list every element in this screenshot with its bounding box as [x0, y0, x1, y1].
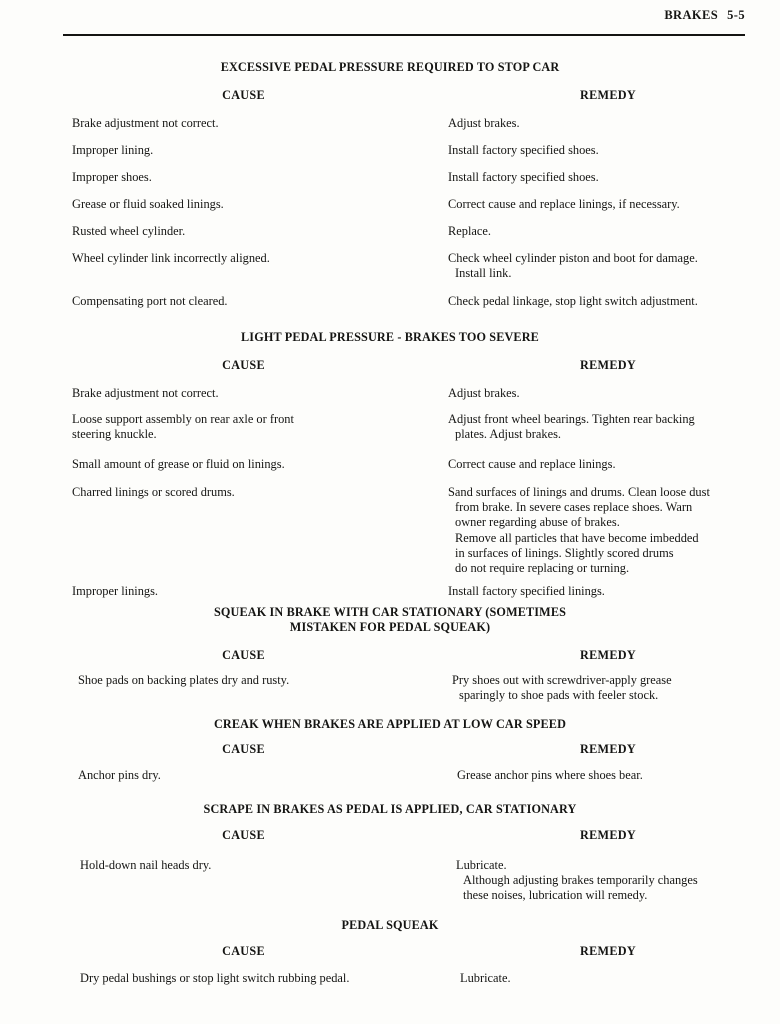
remedy-line: Check wheel cylinder piston and boot for damage.: [448, 251, 698, 265]
column-header-cause: CAUSE: [222, 88, 265, 102]
cause-cell: [78, 768, 448, 783]
section-title-line: LIGHT PEDAL PRESSURE - BRAKES TOO SEVERE: [241, 330, 539, 344]
page-folio: 5-5: [727, 8, 745, 22]
cause-cell: [72, 412, 442, 442]
section-title-line: PEDAL SQUEAK: [341, 918, 439, 932]
remedy-cell: [448, 294, 778, 309]
cause-cell: [72, 197, 442, 212]
remedy-line: Pry shoes out with screwdriver-apply grease: [452, 673, 672, 687]
column-header-remedy: REMEDY: [580, 944, 636, 958]
cause-cell: [78, 673, 448, 688]
column-header-cause: CAUSE: [222, 358, 265, 372]
cause-cell: [72, 170, 442, 185]
section-title: [0, 60, 780, 75]
cause-line: Dry pedal bushings or stop light switch rubbing pedal.: [80, 971, 350, 985]
cause-line: Wheel cylinder link incorrectly aligned.: [72, 251, 270, 265]
cause-line: steering knuckle.: [72, 427, 157, 442]
remedy-cell: [448, 412, 778, 442]
remedy-line: Replace.: [448, 224, 491, 238]
section-title-line: MISTAKEN FOR PEDAL SQUEAK): [289, 619, 491, 634]
remedy-cell: [452, 673, 780, 703]
remedy-line: Check pedal linkage, stop light switch adjustment.: [448, 294, 698, 308]
cause-cell: [80, 858, 450, 873]
remedy-line: Correct cause and replace linings, if necessary.: [448, 197, 680, 211]
running-head: [664, 8, 745, 23]
column-header-remedy: REMEDY: [580, 742, 636, 756]
section-title: [0, 330, 780, 345]
section-title: [0, 802, 780, 817]
remedy-cell: [448, 251, 778, 281]
remedy-line: plates. Adjust brakes.: [455, 427, 561, 442]
remedy-cell: [448, 116, 778, 131]
remedy-line: Sand surfaces of linings and drums. Clean loose dust: [448, 485, 710, 499]
remedy-cell: [448, 457, 778, 472]
remedy-cell: [448, 485, 778, 576]
cause-cell: [72, 116, 442, 131]
remedy-cell: [448, 386, 778, 401]
cause-line: Hold-down nail heads dry.: [80, 858, 212, 872]
remedy-line: do not require replacing or turning.: [455, 561, 630, 576]
cause-line: Brake adjustment not correct.: [72, 386, 219, 400]
remedy-line: Install link.: [455, 266, 512, 281]
remedy-cell: [448, 143, 778, 158]
cause-cell: [72, 457, 442, 472]
column-header-remedy: REMEDY: [580, 88, 636, 102]
cause-cell: [72, 584, 442, 599]
cause-cell: [72, 251, 442, 266]
remedy-line: in surfaces of linings. Slightly scored drums: [455, 545, 674, 560]
remedy-line: Correct cause and replace linings.: [448, 457, 616, 471]
remedy-line: from brake. In severe cases replace shoes. Warn: [455, 500, 693, 515]
section-title-line: CREAK WHEN BRAKES ARE APPLIED AT LOW CAR SPEED: [213, 717, 567, 731]
remedy-line: Install factory specified linings.: [448, 584, 605, 598]
remedy-line: Lubricate.: [456, 858, 507, 872]
running-head-title: BRAKES: [664, 8, 719, 22]
column-header-cause: CAUSE: [222, 742, 265, 756]
cause-line: Charred linings or scored drums.: [72, 485, 235, 499]
remedy-line: Grease anchor pins where shoes bear.: [457, 768, 643, 782]
cause-line: Improper linings.: [72, 584, 159, 598]
cause-cell: [72, 485, 442, 500]
remedy-line: Install factory specified shoes.: [448, 143, 599, 157]
remedy-line: Lubricate.: [460, 971, 511, 985]
remedy-cell: [457, 768, 780, 783]
column-header-cause: CAUSE: [222, 648, 265, 662]
cause-line: Improper lining.: [72, 143, 154, 157]
remedy-line: sparingly to shoe pads with feeler stock.: [459, 688, 659, 703]
remedy-cell: [460, 971, 780, 986]
cause-line: Rusted wheel cylinder.: [72, 224, 186, 238]
column-header-cause: CAUSE: [222, 828, 265, 842]
column-header-cause: CAUSE: [222, 944, 265, 958]
cause-cell: [72, 143, 442, 158]
remedy-line: Remove all particles that have become imbedded: [455, 530, 699, 545]
section-title-line: EXCESSIVE PEDAL PRESSURE REQUIRED TO STOP CAR: [220, 60, 560, 74]
cause-cell: [72, 386, 442, 401]
cause-line: Small amount of grease or fluid on linings.: [72, 457, 285, 471]
section-title: [0, 605, 780, 634]
cause-line: Shoe pads on backing plates dry and rusty.: [78, 673, 290, 687]
remedy-cell: [448, 170, 778, 185]
remedy-line: Adjust brakes.: [448, 386, 520, 400]
remedy-line: these noises, lubrication will remedy.: [463, 888, 648, 903]
section-title-line: SCRAPE IN BRAKES AS PEDAL IS APPLIED, CAR STATIONARY: [203, 802, 577, 816]
remedy-line: Although adjusting brakes temporarily changes: [463, 873, 698, 888]
remedy-line: Adjust brakes.: [448, 116, 520, 130]
cause-cell: [80, 971, 450, 986]
header-rule: [63, 34, 745, 36]
cause-cell: [72, 294, 442, 309]
cause-line: Grease or fluid soaked linings.: [72, 197, 224, 211]
section-title-line: SQUEAK IN BRAKE WITH CAR STATIONARY (SOMETIMES: [213, 605, 567, 619]
remedy-cell: [448, 584, 778, 599]
remedy-line: Adjust front wheel bearings. Tighten rear backing: [448, 412, 695, 426]
section-title: [0, 918, 780, 933]
column-header-remedy: REMEDY: [580, 648, 636, 662]
cause-line: Improper shoes.: [72, 170, 152, 184]
cause-line: Compensating port not cleared.: [72, 294, 228, 308]
cause-line: Brake adjustment not correct.: [72, 116, 219, 130]
cause-cell: [72, 224, 442, 239]
remedy-line: owner regarding abuse of brakes.: [455, 515, 620, 530]
column-header-remedy: REMEDY: [580, 358, 636, 372]
remedy-cell: [448, 197, 778, 212]
cause-line: Loose support assembly on rear axle or front: [72, 412, 294, 426]
section-title: [0, 717, 780, 732]
cause-line: Anchor pins dry.: [78, 768, 161, 782]
remedy-cell: [448, 224, 778, 239]
remedy-line: Install factory specified shoes.: [448, 170, 599, 184]
column-header-remedy: REMEDY: [580, 828, 636, 842]
remedy-cell: [456, 858, 780, 904]
